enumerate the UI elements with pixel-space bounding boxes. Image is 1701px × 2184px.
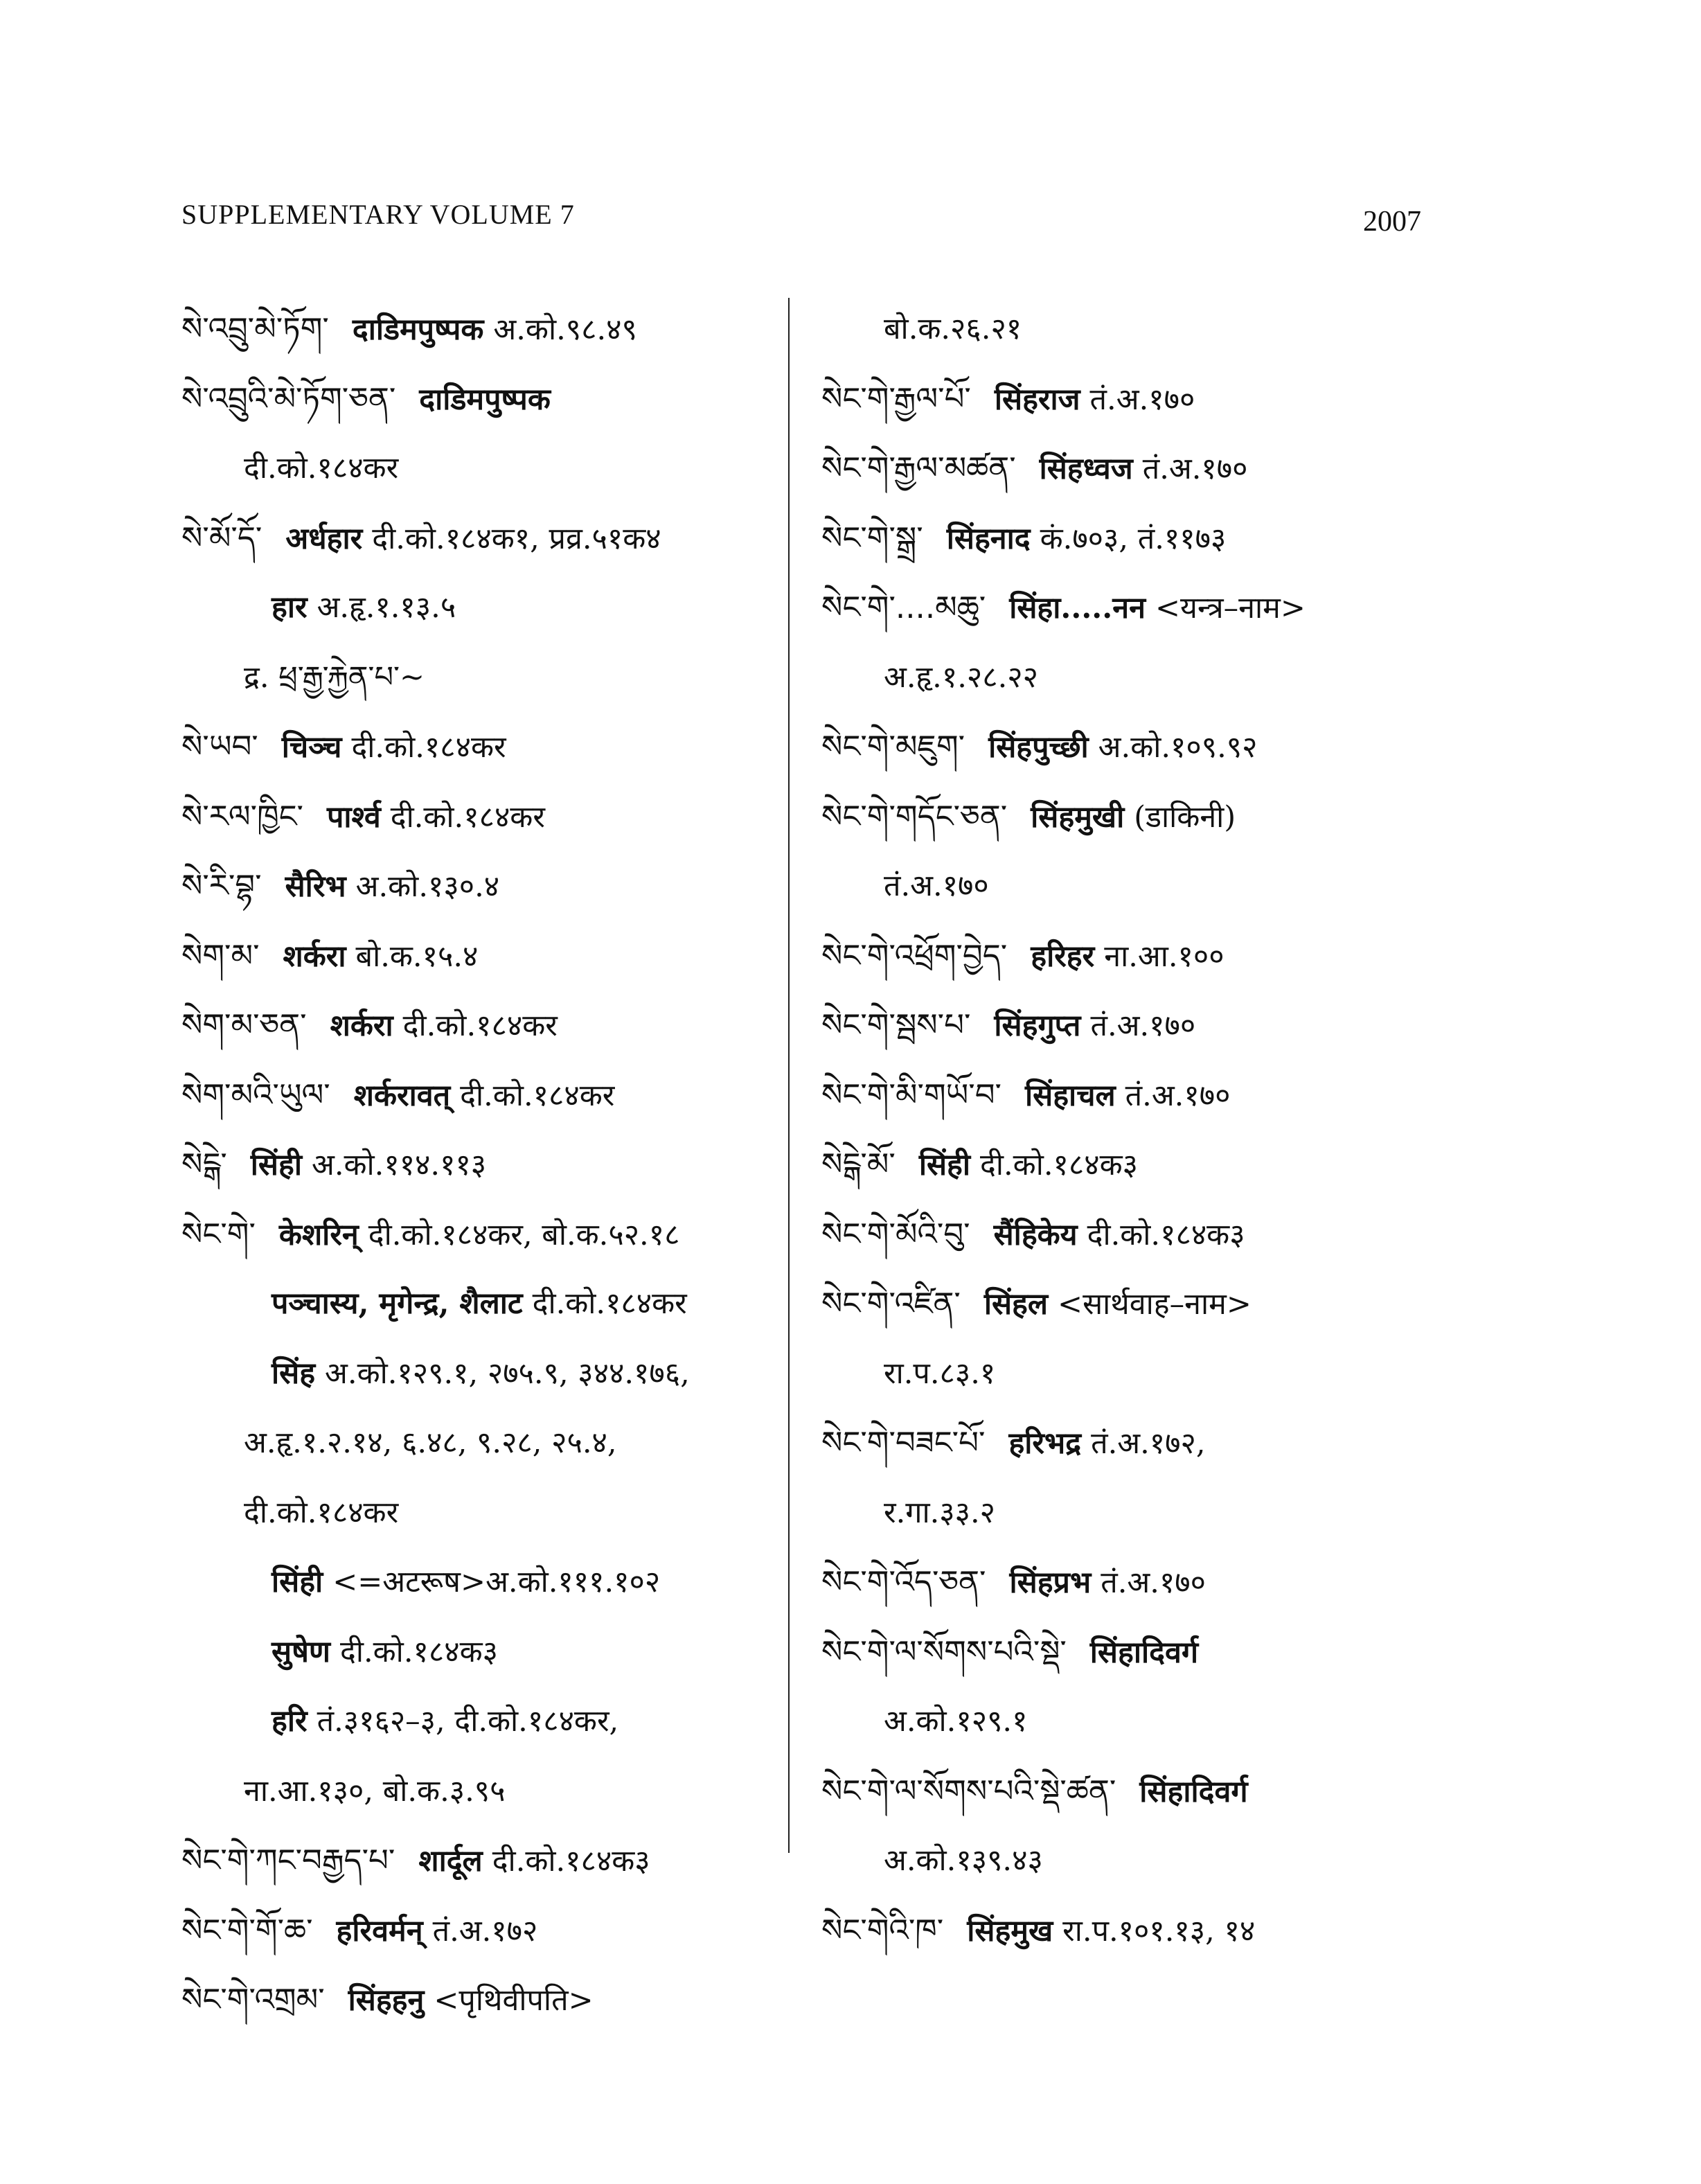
entry-line: [181, 1965, 791, 2035]
entry-line: [181, 712, 791, 782]
entry-line: [821, 1200, 1542, 1270]
source-reference: (डाकिनी): [1134, 799, 1236, 835]
source-reference: कं.७०३, तं.११७३: [1040, 521, 1227, 556]
source-reference: तं.अ.१७२: [432, 1913, 538, 1948]
tibetan-headword: སེག་མ་ཅན་: [181, 1006, 307, 1043]
entry-line: [821, 364, 1542, 434]
running-head: SUPPLEMENTARY VOLUME 7: [181, 199, 575, 230]
entry-line: [821, 851, 1542, 921]
source-reference: बो.क.२६.२१: [884, 312, 1022, 346]
entry-line: [821, 991, 1542, 1060]
tibetan-headword: སེང་གེ་ཀང་བརྒྱད་པ་: [181, 1842, 395, 1879]
tibetan-headword: སེ་ཡབ་: [181, 728, 258, 765]
entry-line: [181, 1339, 791, 1409]
entry-line: [181, 782, 791, 852]
tibetan-headword: སེང་གེ་: [181, 1215, 256, 1252]
entry-line: [181, 643, 791, 713]
tibetan-headword: སེག་མའི་ཡུལ་: [181, 1076, 330, 1113]
tibetan-headword: སེང་གེ་མོའི་བུ་: [821, 1215, 970, 1252]
sanskrit-equivalent: चिञ्च: [281, 730, 342, 765]
entry-line: [181, 294, 791, 364]
source-reference: दी.को.१८४कर: [460, 1078, 615, 1113]
entry-line: [181, 1408, 791, 1478]
source-reference: रा.प.१०१.१३, १४: [1062, 1913, 1256, 1948]
sanskrit-equivalent: सिंहध्वज: [1039, 452, 1133, 486]
source-reference: अ.हृ.१.१३.५: [317, 590, 456, 625]
entry-line: [821, 712, 1542, 782]
tibetan-headword: སེང་གེ་མི་གཡོ་བ་: [821, 1076, 1002, 1113]
entry-line: [821, 1478, 1542, 1548]
sanskrit-equivalent: दाडिमपुष्पक: [352, 312, 484, 347]
right-column: [821, 294, 1542, 1965]
entry-line: [821, 921, 1542, 991]
entry-line: [181, 1617, 791, 1687]
sanskrit-equivalent: हरिभद्र: [1008, 1426, 1082, 1461]
source-reference: दी.को.१८४कर, बो.क.५२.१८: [368, 1217, 680, 1252]
entry-line: [181, 434, 791, 504]
source-reference: अ.को.१२९.१: [884, 1704, 1028, 1739]
source-reference: <सार्थवाह–नाम>: [1058, 1287, 1252, 1322]
tibetan-headword: སེང་གེ་སྦས་པ་: [821, 1006, 971, 1043]
tibetan-headword: སེ་རལ་ཁྱིང་: [181, 797, 303, 835]
source-reference: तं.अ.१७०: [1090, 1009, 1196, 1043]
source-reference: बो.क.१५.४: [355, 939, 479, 974]
tibetan-headword: སེང་གེ་སྒྲ་: [821, 519, 923, 556]
sanskrit-equivalent: सिंहमुखी: [1031, 799, 1125, 835]
source-reference: दी.को.१८४कर: [244, 451, 399, 486]
sanskrit-equivalent: दाडिमपुष्पक: [419, 382, 551, 417]
source-reference: दी.को.१८४कर: [244, 1495, 399, 1530]
sanskrit-equivalent: सिंहहनु: [348, 1983, 425, 2018]
entry-line: [821, 643, 1542, 713]
entry-line: [181, 921, 791, 991]
sanskrit-equivalent: सिंहादिवर्ग: [1139, 1774, 1248, 1809]
tibetan-headword: སེ་འབྲུ་མེ་ཏོག་: [181, 310, 329, 347]
sanskrit-equivalent: सिंहल: [983, 1287, 1049, 1322]
entry-line: [181, 991, 791, 1060]
source-reference: अ.को.१२९.१, २७५.९, ३४४.१७६,: [325, 1356, 690, 1391]
tibetan-headword: སེང་གེ་ལ་སོགས་པའི་སྡེ་: [821, 1633, 1067, 1670]
entry-line: [821, 1269, 1542, 1339]
entry-line: [821, 782, 1542, 852]
sanskrit-equivalent: सिंहमुख: [967, 1913, 1053, 1948]
sanskrit-equivalent: सैरिभ: [285, 869, 346, 904]
entry-line: [181, 1896, 791, 1966]
source-reference: दी.को.१८४कर: [351, 730, 506, 765]
source-reference: दी.को.१८४क३: [980, 1148, 1138, 1182]
source-reference: तं.अ.१७०: [1125, 1078, 1231, 1113]
source-reference: अ.हृ.१.२८.२२: [884, 659, 1038, 695]
entry-line: [821, 1339, 1542, 1409]
sanskrit-equivalent: सिंहगुप्त: [994, 1009, 1081, 1043]
entry-line: [181, 573, 791, 643]
sanskrit-equivalent: पार्श्व: [327, 799, 381, 835]
source-reference: तं.अ.१७०: [1101, 1565, 1206, 1600]
entry-line: [821, 1757, 1542, 1827]
entry-line: [181, 851, 791, 921]
source-reference: द्र. ཕྲ་རྒྱ་རྐྱེན་པ་~: [244, 659, 425, 695]
sanskrit-equivalent: सिंही: [918, 1148, 971, 1182]
source-reference: दी.को.१८४कर: [390, 799, 545, 835]
source-reference: <पृथिवीपति>: [434, 1983, 594, 2018]
source-reference: तं.अ.१७०: [884, 869, 989, 903]
sanskrit-equivalent: सुषेण: [271, 1634, 331, 1669]
sanskrit-equivalent: सिंहपुच्छी: [988, 730, 1089, 765]
entry-line: [821, 1826, 1542, 1896]
tibetan-headword: སེང་གེ་གོ་ཆ་: [181, 1911, 313, 1948]
source-reference: अ.को.१०९.९२: [1098, 730, 1258, 765]
tibetan-headword: སེང་གེ་འགྲམ་: [181, 1981, 325, 2018]
sanskrit-equivalent: सिंहाचल: [1025, 1078, 1116, 1113]
entry-line: [181, 1826, 791, 1896]
tibetan-headword: སེ་རི་བྷ་: [181, 867, 262, 904]
tibetan-headword: སེ་འབྲུའི་མེ་ཏོག་ཅན་: [181, 380, 396, 417]
source-reference: <यन्त्र–नाम>: [1155, 591, 1306, 625]
tibetan-headword: སེང་གེ་རྒྱལ་མཚན་: [821, 450, 1016, 486]
source-reference: दी.को.१८४क१, प्रव्र.५१क४: [372, 521, 661, 556]
sanskrit-equivalent: पञ्चास्य, मृगेन्द्र, शैलाट: [271, 1286, 523, 1321]
sanskrit-equivalent: हरिवर्मन्: [336, 1913, 423, 1948]
sanskrit-equivalent: केशरिन्: [278, 1217, 359, 1252]
sanskrit-equivalent: सिंही: [271, 1565, 323, 1599]
source-reference: अ.हृ.१.२.१४, ६.४८, ९.२८, २५.४,: [244, 1426, 617, 1460]
tibetan-headword: སེང་གེ་ལ་སོགས་པའི་སྡེ་ཚན་: [821, 1772, 1116, 1809]
sanskrit-equivalent: शर्करा: [283, 939, 346, 974]
sanskrit-equivalent: शर्करा: [330, 1009, 393, 1043]
sanskrit-equivalent: सैंहिकेय: [993, 1217, 1078, 1252]
tibetan-headword: སེང་གེ་འཛིན་: [821, 1285, 961, 1322]
entry-line: [821, 1547, 1542, 1617]
entry-line: [821, 504, 1542, 574]
entry-line: [821, 434, 1542, 504]
source-reference: दी.को.१८४क३: [340, 1634, 498, 1669]
entry-line: [181, 1547, 791, 1617]
source-reference: अ.को.११४.११३: [311, 1148, 487, 1182]
tibetan-headword: སེངྒེ་: [181, 1146, 227, 1182]
entry-line: [181, 1269, 791, 1339]
entry-line: [181, 364, 791, 434]
source-reference: तं.३१६२–३, दी.को.१८४कर,: [317, 1704, 619, 1739]
sanskrit-equivalent: सिंहा.....नन: [1009, 591, 1146, 625]
entry-line: [181, 1200, 791, 1270]
sanskrit-equivalent: सिंहप्रभ: [1009, 1565, 1092, 1600]
source-reference: दी.को.१८४क३: [492, 1844, 650, 1879]
sanskrit-equivalent: हार: [271, 590, 308, 625]
tibetan-headword: སེང་གེ་བཟང་པོ་: [821, 1424, 986, 1461]
source-reference: अ.को.१३९.४३: [884, 1843, 1043, 1878]
sanskrit-equivalent: हरिहर: [1031, 939, 1095, 974]
source-reference: तं.अ.१७०: [1142, 452, 1248, 486]
sanskrit-equivalent: सिंही: [250, 1148, 302, 1182]
entry-line: [821, 1896, 1542, 1966]
column-divider: [788, 298, 790, 1853]
sanskrit-equivalent: सिंहनाद: [946, 521, 1031, 556]
source-reference: अ.को.१३०.४: [355, 869, 500, 904]
tibetan-headword: སེང་གེ་....མཆུ་: [821, 589, 986, 625]
entry-line: [181, 1060, 791, 1130]
entry-line: [181, 1130, 791, 1200]
sanskrit-equivalent: हरि: [271, 1704, 308, 1739]
source-reference: तं.अ.१७०: [1089, 382, 1195, 417]
entry-line: [821, 573, 1542, 643]
tibetan-headword: སེང་གེ་གདོང་ཅན་: [821, 797, 1008, 835]
source-reference: दी.को.१८४क३: [1087, 1217, 1245, 1252]
entry-line: [821, 1130, 1542, 1200]
sanskrit-equivalent: सिंहराज: [994, 382, 1080, 417]
source-reference: तं.अ.१७२,: [1091, 1426, 1206, 1461]
source-reference: दी.को.१८४कर: [532, 1286, 687, 1321]
sanskrit-equivalent: अर्धहार: [285, 521, 363, 556]
sanskrit-equivalent: शार्दूल: [418, 1844, 483, 1879]
sanskrit-equivalent: शर्करावत्: [353, 1078, 451, 1113]
page-number: 2007: [1363, 206, 1421, 238]
entry-line: [181, 1478, 791, 1548]
tibetan-headword: སེང་གེ་རྒྱལ་པོ་: [821, 380, 971, 417]
entry-line: [181, 504, 791, 574]
tibetan-headword: སེང་གེ་མཇུག་: [821, 728, 965, 765]
sanskrit-equivalent: सिंहादिवर्ग: [1089, 1635, 1199, 1670]
source-reference: <=अटरूष>अ.को.१११.१०२: [332, 1565, 661, 1599]
left-column: [181, 294, 791, 2035]
tibetan-headword: སེང་གེ་འོད་ཅན་: [821, 1563, 986, 1600]
entry-line: [181, 1687, 791, 1757]
entry-line: [821, 1060, 1542, 1130]
entry-line: [821, 294, 1542, 364]
source-reference: दी.को.१८४कर: [402, 1009, 558, 1043]
entry-line: [821, 1617, 1542, 1687]
tibetan-headword: སེངྒེ་མོ་: [821, 1146, 896, 1182]
tibetan-headword: སེག་མ་: [181, 936, 260, 974]
source-reference: र.गा.३३.२: [884, 1495, 996, 1530]
source-reference: अ.को.९८.४९: [493, 312, 637, 347]
tibetan-headword: སེ་མོ་དོ་: [181, 519, 262, 556]
source-reference: ना.आ.१३०, बो.क.३.९५: [244, 1773, 506, 1809]
sanskrit-equivalent: सिंह: [271, 1356, 316, 1391]
source-reference: रा.प.८३.१: [884, 1356, 996, 1391]
tibetan-headword: སེང་གེའི་ཁ་: [821, 1911, 944, 1948]
entry-line: [181, 1757, 791, 1827]
tibetan-headword: སེང་གེ་འཕྲོག་བྱེད་: [821, 936, 1008, 974]
source-reference: ना.आ.१००: [1104, 939, 1224, 974]
entry-line: [821, 1408, 1542, 1478]
entry-line: [821, 1687, 1542, 1757]
